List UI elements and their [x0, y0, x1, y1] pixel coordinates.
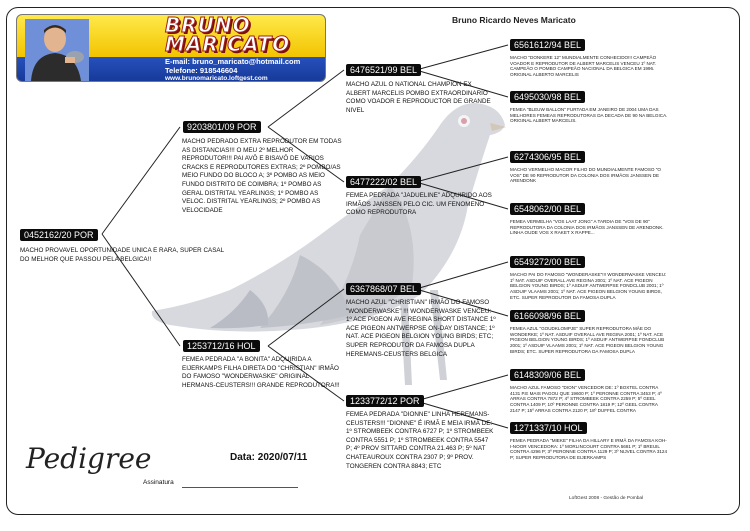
banner-name-line1: BRUNO	[165, 14, 251, 37]
maternal-grandfather-ring: 6367868/07 BEL	[346, 283, 421, 295]
banner-name-line2: MARICATO	[165, 32, 291, 56]
ggp-mmf-description: MACHO AZUL FAMOSO "DION" VENCEDOR DE: 1º BOXTEL CONTRA 4131 P.E MAIS PAGOU QUE 19600 P; 1º PERONNE CONTRA 3453 P; 4º ARRAS CONTRA 7872 P; 4º STROMBEEK CONTRA 2259 P; 5º GEEL CONTRA 1409 P; 10º PERONNE CONTRA 1819 P; 12º GEEL CONTRA 2147 P; 15º ARRAS CONTRA 2120 P; 18º DUFFEL CONTRA	[510, 385, 662, 413]
ggp-fmf-description: MACHO VERMELHO MACOR FILHO DO MUNDIALMENTE FAMOSO "O VOS" DE 90 REPRODUTOR DA COLONIA DOS IRMÃOS JANSSEN DE ARENDONK	[510, 167, 661, 184]
ggp-fmf-ring: 6274306/95 BEL	[510, 151, 585, 163]
ggp-ffm-ring: 6495030/98 BEL	[510, 91, 585, 103]
father-description: MACHO PEDRADO EXTRA REPRODUTOR EM TODAS AS DISTANCIAS!!! O MEU 2º MELHOR REPRODUTOR!!! PAI AVÔ E BISAVÔ DE VARIOS CRACKS E REPRODUTORES EXTRAS; 2º POMBO/AS MEIO FUNDO DO BLOCO A; 3º POMBO AS MEIO FUNDO DISTRITO DE COIMBRA; 1º POMBO AS GERAL DISTRITAL YEARLINGS; 1º POMBO AS VELOC. DISTRITAL YEARLINGS; 2º POMBO AS VELOCIDADE	[182, 138, 342, 214]
ggp-fmm-description: FEMEA VERMELHA "VOS LAAT JONG" A TARDIA DE "VOS DE 90" REPRODUTORA DA COLONIA DOS IRMÃOS JANSSEN DE ARENDONK. LINHA OUDE VOS X RAKET X RAPPE...	[510, 219, 664, 236]
ggp-mff-ring: 6549272/00 BEL	[510, 256, 585, 268]
ggp-fff-description: MACHO "DONKERE 12" MUNDIALMENTE CONHECIDO!!! CAMPEÃO VOADOR E REPRODUTOR DE ALBERT MARCELIS VENCEU 1º NAT. CAMPEÃO O POMBO CAMPEÃO NACIONAL DA BELGICA EM 1996. ORIGINAL ALBERTO MARCELIS	[510, 55, 657, 78]
pedigree-logo: Pedigree	[26, 442, 152, 475]
ggp-mmm-ring: 1271337/10 HOL	[510, 422, 587, 434]
banner-email: E-mail: bruno_maricato@hotmail.com	[165, 57, 301, 66]
date-label: Data: 2020/07/11	[230, 452, 308, 463]
maternal-grandmother-ring: 1233772/12 POR	[346, 395, 424, 407]
father-ring: 9203801/09 POR	[183, 121, 261, 133]
paternal-grandfather-description: MACHO AZUL O NATIONAL CHAMPION EX ALBERT MARCELIS POMBO EXTRAORDINARIO COMO VOADOR E REPRODUCTOR DE GRANDE NIVEL	[346, 81, 491, 114]
ggp-fmm-ring: 6548062/00 BEL	[510, 203, 585, 215]
banner-phone: Telefone: 918546604	[165, 66, 238, 75]
banner-website: www.brunomaricato.loftgest.com	[165, 75, 268, 82]
owner-title: Bruno Ricardo Neves Maricato	[452, 15, 576, 25]
ggp-mff-description: MACHO PAI DO FAMOSO "WONDERASKE"!!! WONDERWASKE VENCEU: 1º NAT. ASDUIF OVERALL AVE REGINA 2001; 1º NAT. ACE PIGEON BELGION YOUNG BIRDS; 1º ASDUIF ANTWERPSE FONDCLUB 2001; 1º ASDUIF VLAAMS 2001; 1º NAT. ACE PIGEON BELGION YOUNG BIRDS, ETC. SUPER REPRODUTOR DA FAMOSA DUPLA	[510, 272, 667, 300]
ggp-fff-ring: 6561612/94 BEL	[510, 39, 585, 51]
ggp-mmf-ring: 6148309/06 BEL	[510, 369, 585, 381]
mother-description: FEMEA PEDRADA "A BONITA" ADQUIRIDA A EIJERKAMPS FILHA DIRETA DO "CHRISTIAN" IRMÃO DO FAMOSO "WONDERWASKE" ORIGINAL HERMANS-CEUSTERS!!! GRANDE REPRODUTORA!!!	[182, 356, 340, 389]
ggp-mfm-ring: 6166098/96 BEL	[510, 310, 585, 322]
subject-ring: 0452162/20 POR	[20, 229, 98, 241]
maternal-grandmother-description: FEMEA PEDRADA "DIONNE" LINHA HEREMANS-CEUSTERS!!! "DIONNE" É IRMÃ E MEIA IRMÃ DE: 1º STROMBEEK CONTRA 6727 P; 1º STROMBEEK CONTRA 5551 P; 1º STROMBEEK CONTRA 5547 P; 4º PROV SITTARD CONTRA 21.463 P; 5º NAT CHATEAUROUX CONTRA 2307 P; 9º PROV. TONGEREN CONTRA 8843; ETC	[346, 411, 494, 470]
paternal-grandfather-ring: 6476521/99 BEL	[346, 64, 421, 76]
mother-ring: 1253712/16 HOL	[183, 340, 260, 352]
ggp-ffm-description: FEMEA "BLEUW BALLON" FURTADA EM JANEIRO DE 2004 UMA DAS MELHORES FEMEAS REPRODUTORAS DA DECADA DE 90 NA BELGICA. ORIGINAL ALBERT MARCELIS.	[510, 107, 668, 124]
signature-line	[182, 487, 298, 488]
paternal-grandmother-ring: 6477222/02 BEL	[346, 176, 421, 188]
maternal-grandfather-description: MACHO AZUL "CHRISTIAN" IRMÃO DO FAMOSO "WONDERWASKE" !!! WONDERWASKE VENCEU: 1º ACE PIGEON AVE REGINA SHORT DISTANCE 1º ACE PIGEON ANTWERPSE ON-DAY DISTANCE; 1º NAT. ACE PIGEON BELGION YOUNG BIRDS; ETC; SUPER REPRODUTOR DA FAMOSA DUPLA HEREMANS-CEUSTERS BELGICA	[346, 299, 496, 358]
footer-credit: LoftGest 2008 - Gestão de Pombal	[569, 496, 644, 501]
ggp-mfm-description: FEMEA AZUL "GOUDKLOMPJE" SUPER REPRODUTORA MÃE DO WONDERKE; 1º NAT. ASDUIF OVERALL AVE REGINA 2001; 1º NAT. ACE PIGEON BELGION YOUNG BIRDS; 1º ASDUIF ANTWERPSE FONDCLUB 2001; 1º ASDUIF VLAAMS 2001; 1º NAT. ACE PIGEON BELGION YOUNG BIRDS; ETC. SUPER REPRODUTORA DA FAMOSA DUPLA	[510, 326, 665, 354]
ggp-mmm-description: FEMEA PEDRADA "MIEKE" FILHA DA HILLARY E IRMÃ DA FAMOSA KOH-I-NOOR VENCEDORA: 1º MORLINCOURT CONTRA 5681 P; 1º BREUIL CONTRA 4296 P; 3º PERONNE CONTRA 1129 P; 3º NIJVEL CONTRA 3124 P; SUPER REPRODUTORA DE EIJERKAMPS	[510, 438, 668, 461]
subject-description: MACHO PROVAVEL OPORTUNIDADE UNICA E RARA, SUPER CASAL DO MELHOR QUE PASSOU PELA BELGICA!!	[20, 247, 224, 263]
paternal-grandmother-description: FEMEA PEDRADA "JADUELINE" ADQUIRIDO AOS IRMÃOS JANSSEN PELO CIC. UM FENOMENO COMO REPRODUTORA	[346, 192, 492, 217]
signature-label: Assinatura	[143, 479, 174, 486]
